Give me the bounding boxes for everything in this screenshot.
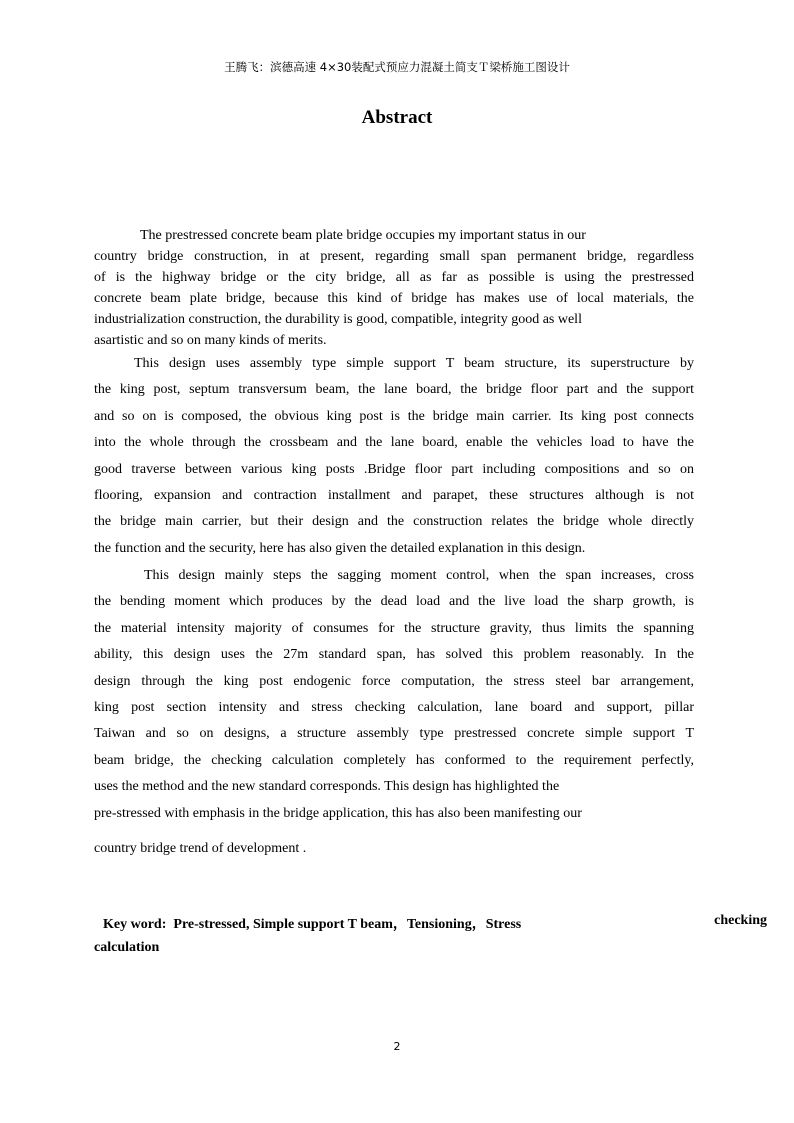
paragraph-line: country bridge construction, in at present, regarding small span permanent bridge, regardless xyxy=(94,249,694,264)
paragraph-line: king post section intensity and stress checking calculation, lane board and support, pillar xyxy=(94,700,694,716)
paragraph-line: This design uses assembly type simple support T beam structure, its superstructure by xyxy=(134,356,694,371)
paragraph-line: good traverse between various king posts .Bridge floor part including compositions and so on xyxy=(94,461,694,477)
keywords-group xyxy=(103,913,521,933)
paragraph-line: the function and the security, here has also given the detailed explanation in this design. xyxy=(94,540,586,556)
keywords-continuation: calculation xyxy=(94,940,160,955)
page-number: 2 xyxy=(393,1040,401,1053)
abstract-title: Abstract xyxy=(361,107,433,128)
abstract-paragraph-1 xyxy=(94,225,694,351)
keywords-trailing: checking xyxy=(714,913,767,928)
paragraph-line: the king post, septum transversum beam, the lane board, the bridge floor part and the support xyxy=(94,382,694,398)
abstract-paragraph-3-end xyxy=(94,836,694,862)
abstract-paragraph-2 xyxy=(94,351,694,562)
paragraph-line: the bending moment which produces by the dead load and the live load the sharp growth, is xyxy=(94,594,694,610)
paragraph-line: The prestressed concrete beam plate bridge occupies my important status in our xyxy=(140,228,586,243)
paragraph-line: of is the highway bridge or the city bridge, all as far as possible is using the prestressed xyxy=(94,270,694,285)
paragraph-line: Taiwan and so on designs, a structure assembly type prestressed concrete simple support T xyxy=(94,726,694,742)
paragraph-line: into the whole through the crossbeam and the lane board, enable the vehicles load to have the xyxy=(94,435,694,451)
paragraph-line: beam bridge, the checking calculation completely has conformed to the requirement perfectly, xyxy=(94,752,694,768)
paragraph-line: and so on is composed, the obvious king post is the bridge main carrier. Its king post connects xyxy=(94,408,694,424)
running-header: 王腾飞：滨德高速 4×30装配式预应力混凝土简支Ｔ梁桥施工图设计 xyxy=(224,60,570,74)
abstract-paragraph-3 xyxy=(94,563,694,827)
paragraph-line: asartistic and so on many kinds of merits. xyxy=(94,333,327,348)
paragraph-line: flooring, expansion and contraction installment and parapet, these structures although is not xyxy=(94,488,694,504)
paragraph-line: the bridge main carrier, but their design and the construction relates the bridge whole directly xyxy=(94,514,694,530)
paragraph-line: the material intensity majority of consumes for the structure gravity, thus limits the spanning xyxy=(94,620,694,636)
paragraph-line: uses the method and the new standard corresponds. This design has highlighted the xyxy=(94,779,560,795)
keywords-items: Pre-stressed, Simple support T beam，Tensioning，Stress xyxy=(173,917,522,932)
paragraph-line: ability, this design uses the 27m standard span, has solved this problem reasonably. In the xyxy=(94,647,694,663)
keywords-label: Key word: xyxy=(103,917,167,932)
paragraph-line: This design mainly steps the sagging moment control, when the span increases, cross xyxy=(144,568,694,583)
paragraph-line: industrialization construction, the durability is good, compatible, integrity good as well xyxy=(94,312,582,327)
paragraph-line: design through the king post endogenic force computation, the stress steel bar arrangement, xyxy=(94,673,694,689)
paragraph-line: country bridge trend of development . xyxy=(94,841,307,856)
keywords-line xyxy=(103,913,767,933)
paragraph-line: pre-stressed with emphasis in the bridge application, this has also been manifesting our xyxy=(94,805,582,821)
paragraph-line: concrete beam plate bridge, because this kind of bridge has makes use of local materials, the xyxy=(94,291,694,306)
